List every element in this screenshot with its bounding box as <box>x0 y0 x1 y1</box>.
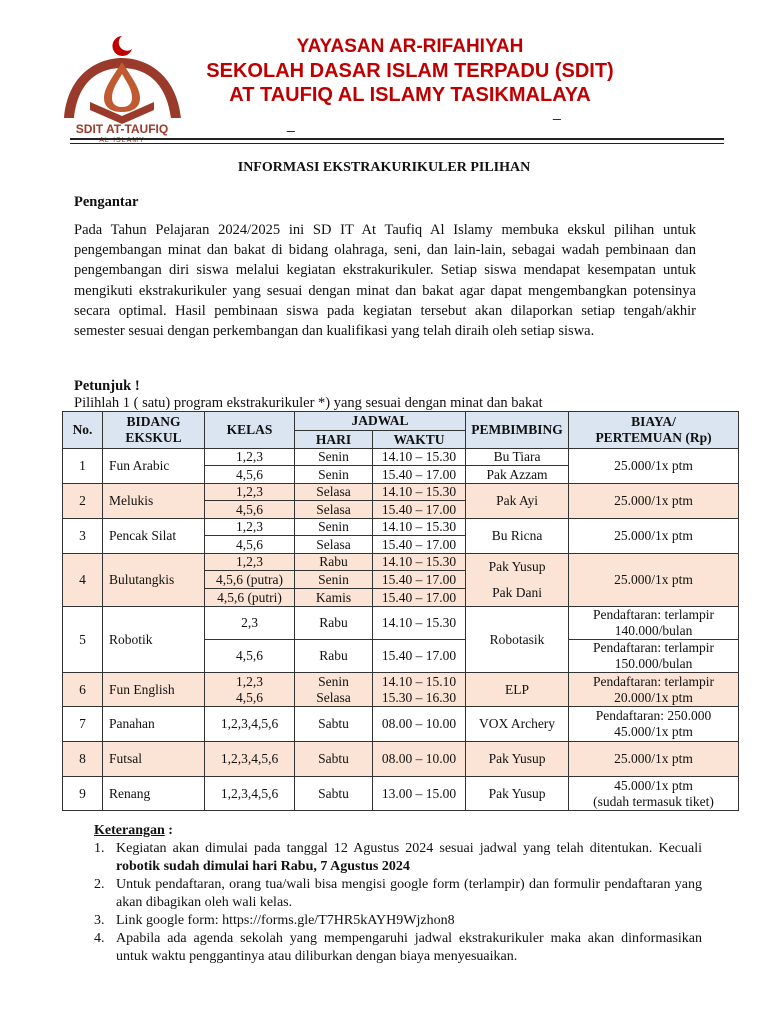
cell-kelas <box>205 673 295 707</box>
cell-kelas: 2,3 <box>205 607 295 640</box>
notes-list <box>94 840 702 966</box>
cell-hari: Selasa <box>295 536 373 554</box>
header-rule-thick <box>70 138 724 140</box>
cell-hari-line: Senin <box>318 673 349 689</box>
cell-bidang: Bulutangkis <box>103 554 205 607</box>
cell-bidang: Panahan <box>103 707 205 742</box>
cell-no: 1 <box>63 449 103 484</box>
cell-biaya-line: Pendaftaran: terlampir <box>592 640 715 655</box>
cell-waktu: 14.10 – 15.30 <box>373 554 466 571</box>
cell-waktu: 15.40 – 17.00 <box>373 466 466 484</box>
cell-waktu: 15.40 – 17.00 <box>373 501 466 519</box>
cell-biaya <box>569 640 739 673</box>
cell-biaya-line: (sudah termasuk tiket) <box>593 793 714 809</box>
col-header-pembimbing: PEMBIMBING <box>466 412 569 449</box>
note-text: Apabila ada agenda sekolah yang mempengaruhi jadwal ekstrakurikuler maka akan dinformasikan untuk waktu penggantinya atau diliburkan dengan biaya menyesuaikan. <box>116 931 702 964</box>
table-row <box>63 673 739 707</box>
cell-pembimbing: VOX Archery <box>466 707 569 742</box>
cell-pembimbing-line: Pak Yusup <box>488 559 546 574</box>
cell-hari: Sabtu <box>295 707 373 742</box>
note-item <box>94 912 702 930</box>
cell-hari: Selasa <box>295 501 373 519</box>
note-item <box>94 876 702 912</box>
table-row <box>63 484 739 501</box>
col-header-waktu: WAKTU <box>373 431 466 449</box>
col-header-bidang-2: EKSKUL <box>125 430 182 445</box>
section-heading-pengantar: Pengantar <box>74 194 139 210</box>
cell-biaya: 25.000/1x ptm <box>569 554 739 607</box>
cell-bidang: Renang <box>103 777 205 811</box>
cell-waktu: 15.40 – 17.00 <box>373 536 466 554</box>
col-header-kelas: KELAS <box>205 412 295 449</box>
cell-waktu: 15.40 – 17.00 <box>373 589 466 607</box>
cell-hari: Senin <box>295 519 373 536</box>
cell-no: 7 <box>63 707 103 742</box>
note-text: Untuk pendaftaran, orang tua/wali bisa mengisi google form (terlampir) dan formulir pendaftaran yang akan dibagikan oleh wali kelas. <box>116 877 702 910</box>
cell-hari: Senin <box>295 571 373 589</box>
school-type: SEKOLAH DASAR ISLAM TERPADU (SDIT) <box>206 60 614 82</box>
cell-waktu <box>373 673 466 707</box>
cell-biaya: 25.000/1x ptm <box>569 449 739 484</box>
cell-kelas: 4,5,6 (putri) <box>205 589 295 607</box>
note-number: 2. <box>94 877 105 892</box>
col-header-biaya-2: PERTEMUAN (Rp) <box>595 430 712 445</box>
cell-pembimbing: Bu Tiara <box>466 449 569 466</box>
cell-no: 9 <box>63 777 103 811</box>
note-item <box>94 930 702 966</box>
col-header-biaya-1: BIAYA/ <box>631 414 676 429</box>
cell-pembimbing-line: Pak Dani <box>492 585 542 600</box>
cell-bidang: Futsal <box>103 742 205 777</box>
cell-biaya <box>569 607 739 640</box>
col-header-bidang <box>103 412 205 449</box>
cell-kelas: 1,2,3 <box>205 484 295 501</box>
cell-pembimbing <box>466 554 569 607</box>
document-title: INFORMASI EKSTRAKURIKULER PILIHAN <box>237 160 531 175</box>
cell-waktu-line: 15.30 – 16.30 <box>381 689 457 705</box>
cell-hari: Sabtu <box>295 777 373 811</box>
schedule-table <box>62 411 739 811</box>
cell-hari: Rabu <box>295 640 373 673</box>
logo-text-main: SDIT AT-TAUFIQ <box>75 122 169 136</box>
cell-kelas: 1,2,3,4,5,6 <box>205 742 295 777</box>
note-item <box>94 840 702 876</box>
cell-pembimbing: Pak Azzam <box>466 466 569 484</box>
cell-kelas: 1,2,3,4,5,6 <box>205 707 295 742</box>
logo-text-sub: AL-ISLAMY <box>99 137 145 144</box>
cell-biaya-line: 45.000/1x ptm <box>614 777 693 793</box>
cell-bidang: Robotik <box>103 607 205 673</box>
cell-kelas-line: 4,5,6 <box>236 689 263 705</box>
cell-waktu: 14.10 – 15.30 <box>373 484 466 501</box>
note-text: Kegiatan akan dimulai pada tanggal 12 Agustus 2024 sesuai jadwal yang telah ditentukan. Kecuali <box>116 841 702 856</box>
table-row <box>63 742 739 777</box>
table-row <box>63 607 739 640</box>
petunjuk-text: Pilihlah 1 ( satu) program ekstrakurikuler *) yang sesuai dengan minat dan bakat <box>74 395 543 411</box>
cell-hari-line: Selasa <box>316 689 351 705</box>
cell-no: 6 <box>63 673 103 707</box>
cell-kelas: 4,5,6 <box>205 640 295 673</box>
cell-kelas: 4,5,6 <box>205 536 295 554</box>
section-heading-petunjuk: Petunjuk ! <box>74 378 140 394</box>
cell-waktu: 14.10 – 15.30 <box>373 519 466 536</box>
intro-paragraph: Pada Tahun Pelajaran 2024/2025 ini SD IT At Taufiq Al Islamy membuka ekskul pilihan untuk pengembangan minat dan bakat di bidang olahraga, seni, dan lain-lain, sebagai wadah pembinaan dan pengembangan diri siswa melalui kegiatan ekstrakurikuler. Setiap siswa mendapat kesempatan untuk mengikuti ekstrakurikuler yang sesuai dengan minat dan bakat agar dapat mengembangkan potensinya secara optimal. Hasil pembinaan siswa pada kegiatan tersebut akan dilaporkan setiap tengah/akhir semester sesuai dengan perkembangan dan kualifikasi yang telah diraih oleh setiap siswa. <box>74 222 696 340</box>
cell-waktu: 13.00 – 15.00 <box>373 777 466 811</box>
cell-hari: Senin <box>295 449 373 466</box>
cell-waktu: 15.40 – 17.00 <box>373 640 466 673</box>
cell-waktu: 14.10 – 15.30 <box>373 449 466 466</box>
cell-biaya-line: 45.000/1x ptm <box>614 724 693 739</box>
cell-kelas: 1,2,3 <box>205 449 295 466</box>
cell-hari: Senin <box>295 466 373 484</box>
cell-biaya-line: 150.000/bulan <box>614 656 693 671</box>
note-number: 1. <box>94 841 105 856</box>
cell-hari: Rabu <box>295 554 373 571</box>
note-number: 3. <box>94 913 105 928</box>
cell-biaya: 25.000/1x ptm <box>569 484 739 519</box>
cell-biaya-line: Pendaftaran: terlampir <box>592 673 715 689</box>
cell-bidang: Fun Arabic <box>103 449 205 484</box>
cell-hari: Rabu <box>295 607 373 640</box>
cell-waktu: 15.40 – 17.00 <box>373 571 466 589</box>
cell-pembimbing: Pak Yusup <box>466 742 569 777</box>
cell-pembimbing: Bu Ricna <box>466 519 569 554</box>
header-mark-left: _ <box>287 116 295 132</box>
cell-hari: Selasa <box>295 484 373 501</box>
cell-biaya-line: 140.000/bulan <box>614 623 693 638</box>
col-header-bidang-1: BIDANG <box>126 414 181 429</box>
cell-pembimbing: Pak Ayi <box>466 484 569 519</box>
cell-no: 3 <box>63 519 103 554</box>
cell-kelas: 4,5,6 (putra) <box>205 571 295 589</box>
notes-heading-label: Keterangan <box>94 823 165 838</box>
table-row <box>63 554 739 571</box>
cell-no: 8 <box>63 742 103 777</box>
table-row <box>63 707 739 742</box>
col-header-jadwal: JADWAL <box>295 412 466 431</box>
cell-biaya-line: Pendaftaran: terlampir <box>592 607 715 622</box>
cell-pembimbing: Robotasik <box>466 607 569 673</box>
cell-waktu: 14.10 – 15.30 <box>373 607 466 640</box>
table-row <box>63 777 739 811</box>
col-header-biaya <box>569 412 739 449</box>
table-row <box>63 519 739 536</box>
school-name: AT TAUFIQ AL ISLAMY TASIKMALAYA <box>229 84 591 106</box>
cell-biaya: 25.000/1x ptm <box>569 519 739 554</box>
note-number: 4. <box>94 931 105 946</box>
cell-kelas: 1,2,3 <box>205 554 295 571</box>
cell-no: 5 <box>63 607 103 673</box>
cell-biaya <box>569 673 739 707</box>
col-header-hari: HARI <box>295 431 373 449</box>
notes-heading <box>94 823 173 839</box>
cell-kelas: 1,2,3,4,5,6 <box>205 777 295 811</box>
col-header-no: No. <box>63 412 103 449</box>
cell-kelas-line: 1,2,3 <box>236 673 263 689</box>
cell-kelas: 1,2,3 <box>205 519 295 536</box>
cell-waktu-line: 14.10 – 15.10 <box>381 673 457 689</box>
cell-bidang: Melukis <box>103 484 205 519</box>
note-bold-text: robotik sudah dimulai hari Rabu, 7 Agustus 2024 <box>116 859 410 874</box>
cell-no: 2 <box>63 484 103 519</box>
cell-kelas: 4,5,6 <box>205 501 295 519</box>
cell-biaya-line: Pendaftaran: 250.000 <box>595 708 712 723</box>
cell-biaya <box>569 777 739 811</box>
cell-hari: Kamis <box>295 589 373 607</box>
cell-bidang: Fun English <box>103 673 205 707</box>
cell-hari <box>295 673 373 707</box>
cell-pembimbing: ELP <box>466 673 569 707</box>
google-form-link[interactable]: Link google form: https://forms.gle/T7HR5kAYH9Wjzhon8 <box>116 913 455 928</box>
notes-heading-colon: : <box>164 823 173 838</box>
cell-no: 4 <box>63 554 103 607</box>
header-rule-thin <box>70 143 724 144</box>
table-row <box>63 449 739 466</box>
cell-biaya: 25.000/1x ptm <box>569 742 739 777</box>
cell-waktu: 08.00 – 10.00 <box>373 742 466 777</box>
cell-hari: Sabtu <box>295 742 373 777</box>
header-mark-right: _ <box>553 104 561 120</box>
cell-bidang: Pencak Silat <box>103 519 205 554</box>
cell-waktu: 08.00 – 10.00 <box>373 707 466 742</box>
cell-kelas: 4,5,6 <box>205 466 295 484</box>
cell-biaya-line: 20.000/1x ptm <box>614 689 693 705</box>
cell-biaya <box>569 707 739 742</box>
foundation-name: YAYASAN AR-RIFAHIYAH <box>296 36 524 57</box>
school-logo <box>60 32 185 144</box>
cell-pembimbing: Pak Yusup <box>466 777 569 811</box>
